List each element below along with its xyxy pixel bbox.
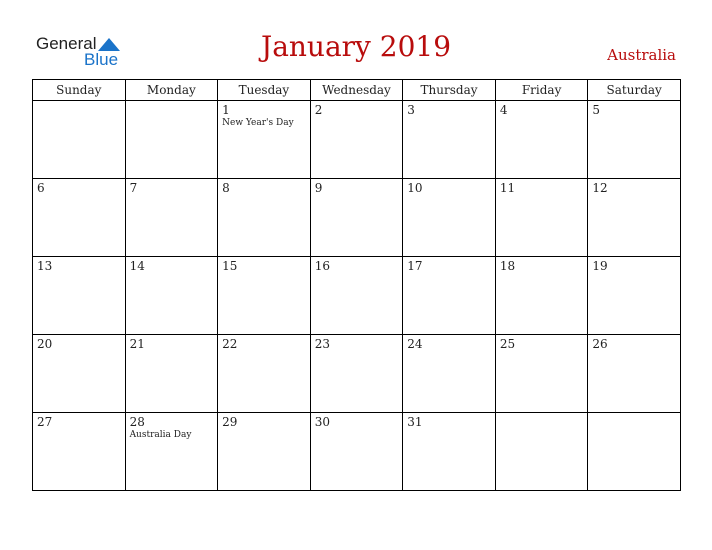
calendar-grid — [32, 79, 681, 491]
weekday-header: Monday — [125, 80, 218, 101]
day-number: 28 — [129, 415, 145, 429]
day-cell — [495, 179, 588, 257]
day-number: 26 — [592, 337, 608, 351]
day-number: 25 — [499, 337, 516, 351]
day-cell — [125, 101, 218, 179]
day-number: 8 — [222, 181, 230, 195]
weekday-header: Saturday — [588, 80, 681, 101]
holiday-label: Australia Day — [129, 430, 192, 440]
day-number — [126, 101, 218, 103]
day-cell — [588, 413, 681, 491]
country-label: Australia — [607, 46, 676, 64]
day-number: 24 — [407, 337, 423, 351]
day-cell — [403, 101, 496, 179]
day-cell — [495, 335, 588, 413]
day-number: 29 — [222, 415, 238, 429]
day-cell — [403, 413, 496, 491]
day-number: 17 — [407, 259, 423, 273]
page-title: January 2019 — [260, 30, 452, 63]
weekday-header: Thursday — [403, 80, 496, 101]
day-number: 5 — [592, 103, 601, 117]
week-row — [33, 101, 681, 179]
day-cell — [218, 101, 311, 179]
day-cell — [218, 335, 311, 413]
day-cell — [495, 413, 588, 491]
day-cell — [33, 179, 126, 257]
holiday-label: New Year's Day — [222, 118, 294, 128]
day-cell — [403, 179, 496, 257]
weekday-header: Wednesday — [310, 80, 403, 101]
day-cell — [403, 335, 496, 413]
day-number: 27 — [37, 415, 53, 429]
weekday-header: Friday — [495, 80, 588, 101]
day-cell — [33, 335, 126, 413]
day-cell — [588, 335, 681, 413]
week-row — [33, 413, 681, 491]
day-number: 9 — [314, 181, 323, 195]
day-number: 16 — [314, 259, 330, 273]
day-number: 19 — [592, 259, 608, 273]
day-cell — [588, 179, 681, 257]
logo-blue-text: Blue — [84, 50, 119, 69]
weekday-header-row — [33, 80, 681, 101]
day-cell — [218, 413, 311, 491]
day-number: 14 — [129, 259, 145, 273]
day-number: 22 — [222, 337, 238, 351]
day-cell — [125, 335, 218, 413]
day-cell — [403, 257, 496, 335]
day-cell — [218, 179, 311, 257]
day-cell — [588, 257, 681, 335]
day-number: 15 — [222, 259, 238, 273]
week-row — [33, 257, 681, 335]
day-number: 4 — [499, 103, 508, 117]
day-number: 23 — [314, 337, 330, 351]
day-number: 18 — [499, 259, 516, 273]
day-number — [33, 101, 125, 103]
day-cell — [495, 257, 588, 335]
weekday-header: Tuesday — [218, 80, 311, 101]
weekday-header: Sunday — [33, 80, 126, 101]
day-cell — [33, 257, 126, 335]
day-number: 2 — [314, 103, 323, 117]
day-number: 20 — [37, 337, 53, 351]
day-cell — [310, 257, 403, 335]
logo-general-text: General — [36, 34, 97, 53]
day-cell — [125, 413, 218, 491]
day-cell — [218, 257, 311, 335]
day-cell — [125, 179, 218, 257]
day-number: 21 — [129, 337, 145, 351]
day-number: 7 — [129, 181, 138, 195]
day-number: 10 — [407, 181, 423, 195]
day-number: 30 — [314, 415, 330, 429]
day-cell — [33, 413, 126, 491]
day-cell — [33, 101, 126, 179]
day-cell — [588, 101, 681, 179]
day-cell — [310, 413, 403, 491]
day-number — [588, 413, 680, 415]
week-row — [33, 335, 681, 413]
day-number — [496, 413, 588, 415]
day-cell — [310, 179, 403, 257]
day-cell — [310, 335, 403, 413]
day-number: 3 — [407, 103, 415, 117]
day-cell — [310, 101, 403, 179]
day-number: 13 — [37, 259, 53, 273]
day-number: 31 — [407, 415, 423, 429]
day-cell — [125, 257, 218, 335]
week-row — [33, 179, 681, 257]
day-number: 11 — [499, 181, 516, 195]
day-number: 1 — [222, 103, 230, 117]
day-number: 12 — [592, 181, 608, 195]
day-number: 6 — [37, 181, 45, 195]
day-cell — [495, 101, 588, 179]
